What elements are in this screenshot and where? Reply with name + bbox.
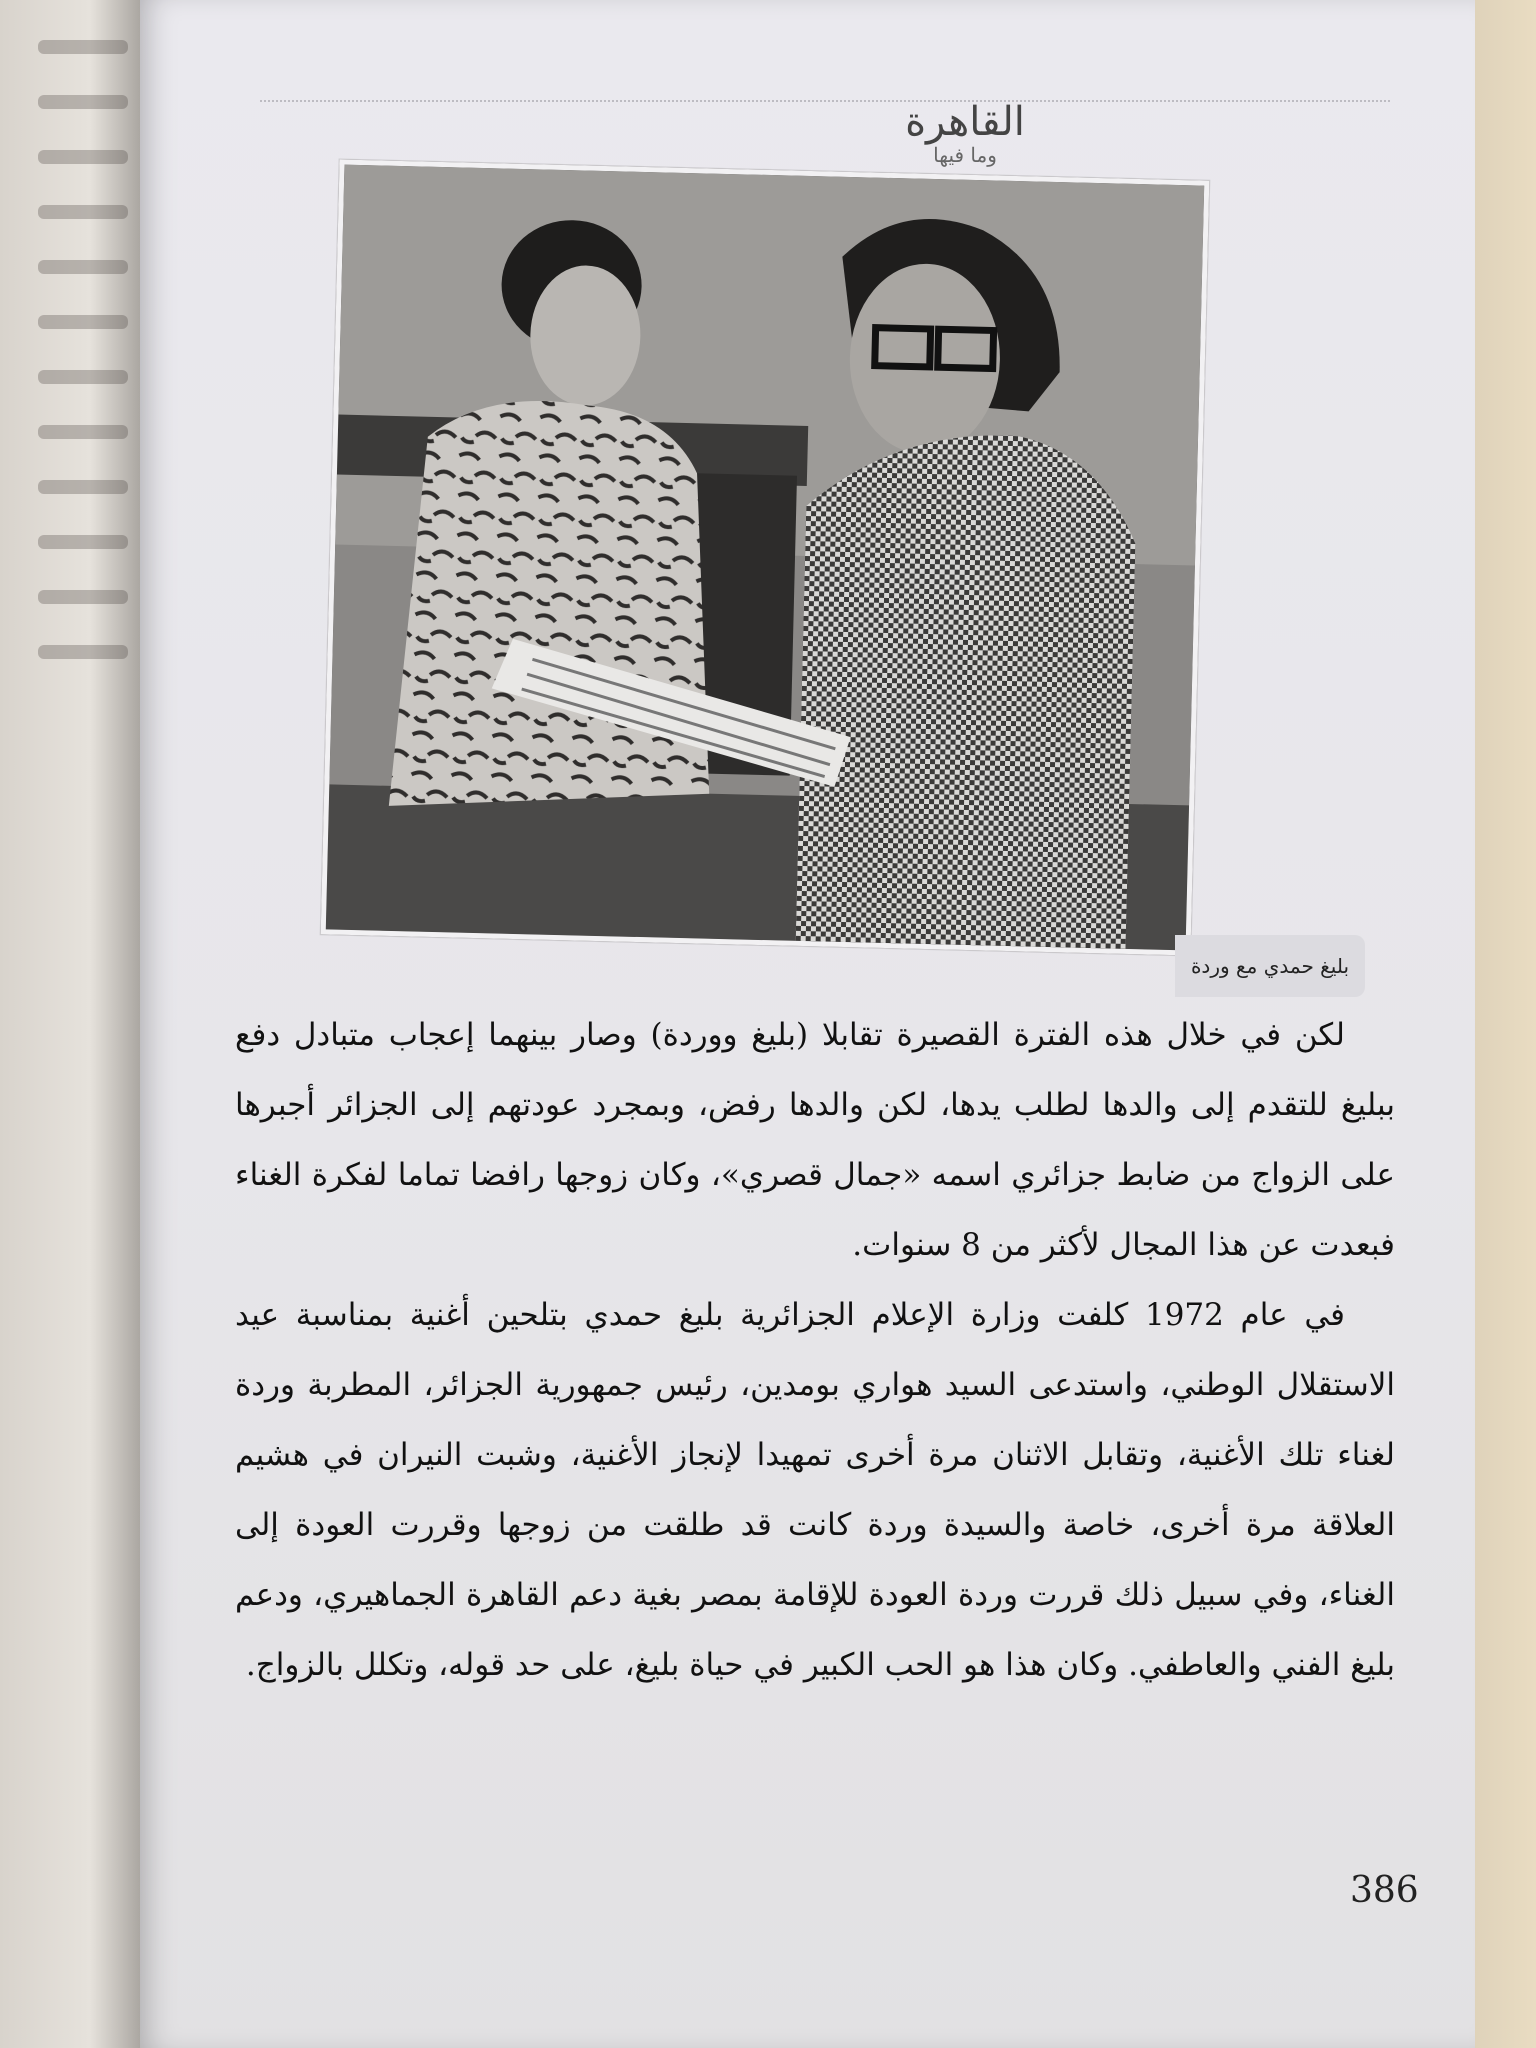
facing-page-text	[38, 590, 128, 604]
paragraph: في عام 1972 كلفت وزارة الإعلام الجزائرية بليغ حمدي بتلحين أغنية بمناسبة عيد الاستقلال الوطني، واستدعى السيد هواري بومدين، رئيس جمهورية الجزائر، المطربة وردة لغناء تلك الأغنية، وتقابل الاثنان مرة أخرى تمهيدا لإنجاز الأغنية، وشبت النيران في هشيم العلاقة مرة أخرى، خاصة والسيدة وردة كانت قد طلقت من زوجها وقررت العودة إلى الغناء، وفي سبيل ذلك قررت وردة العودة للإقامة بمصر بغية دعم القاهرة الجماهيري، ودعم بليغ الفني والعاطفي. وكان هذا هو الحب الكبير في حياة بليغ، على حد قوله، وتكلل بالزواج.	[235, 1297, 1395, 1683]
header-logo-title: القاهرة	[905, 99, 1025, 145]
facing-page-text	[38, 370, 128, 384]
facing-page-text	[38, 95, 128, 109]
facing-page-text	[38, 645, 128, 659]
facing-page-text	[38, 315, 128, 329]
body-text	[235, 1000, 1395, 1700]
photo-illustration	[326, 165, 1204, 951]
header-logo	[830, 100, 1100, 166]
facing-page-text	[38, 480, 128, 494]
book-page	[140, 0, 1475, 2048]
header-logo-subtitle: وما فيها	[933, 143, 997, 167]
photo-caption: بليغ حمدي مع وردة	[1175, 935, 1365, 997]
man-jacket	[796, 431, 1138, 949]
paragraph: لكن في خلال هذه الفترة القصيرة تقابلا (بليغ ووردة) وصار بينهما إعجاب متبادل دفع ببليغ للتقدم إلى والدها لطلب يدها، لكن والدها رفض، وبمجرد عودتهم إلى الجزائر أجبرها على الزواج من ضابط جزائري اسمه «جمال قصري»، وكان زوجها رافضا تماما لفكرة الغناء فبعدت عن هذا المجال لأكثر من 8 سنوات.	[235, 1017, 1395, 1263]
page-number: 386	[1350, 1870, 1419, 1911]
facing-page-text	[38, 205, 128, 219]
facing-page-text	[38, 535, 128, 549]
facing-page-text	[38, 150, 128, 164]
facing-page	[0, 0, 150, 2048]
facing-page-text	[38, 260, 128, 274]
woman-dress	[389, 398, 719, 814]
photograph	[321, 159, 1210, 955]
facing-page-text	[38, 40, 128, 54]
facing-page-text	[38, 425, 128, 439]
